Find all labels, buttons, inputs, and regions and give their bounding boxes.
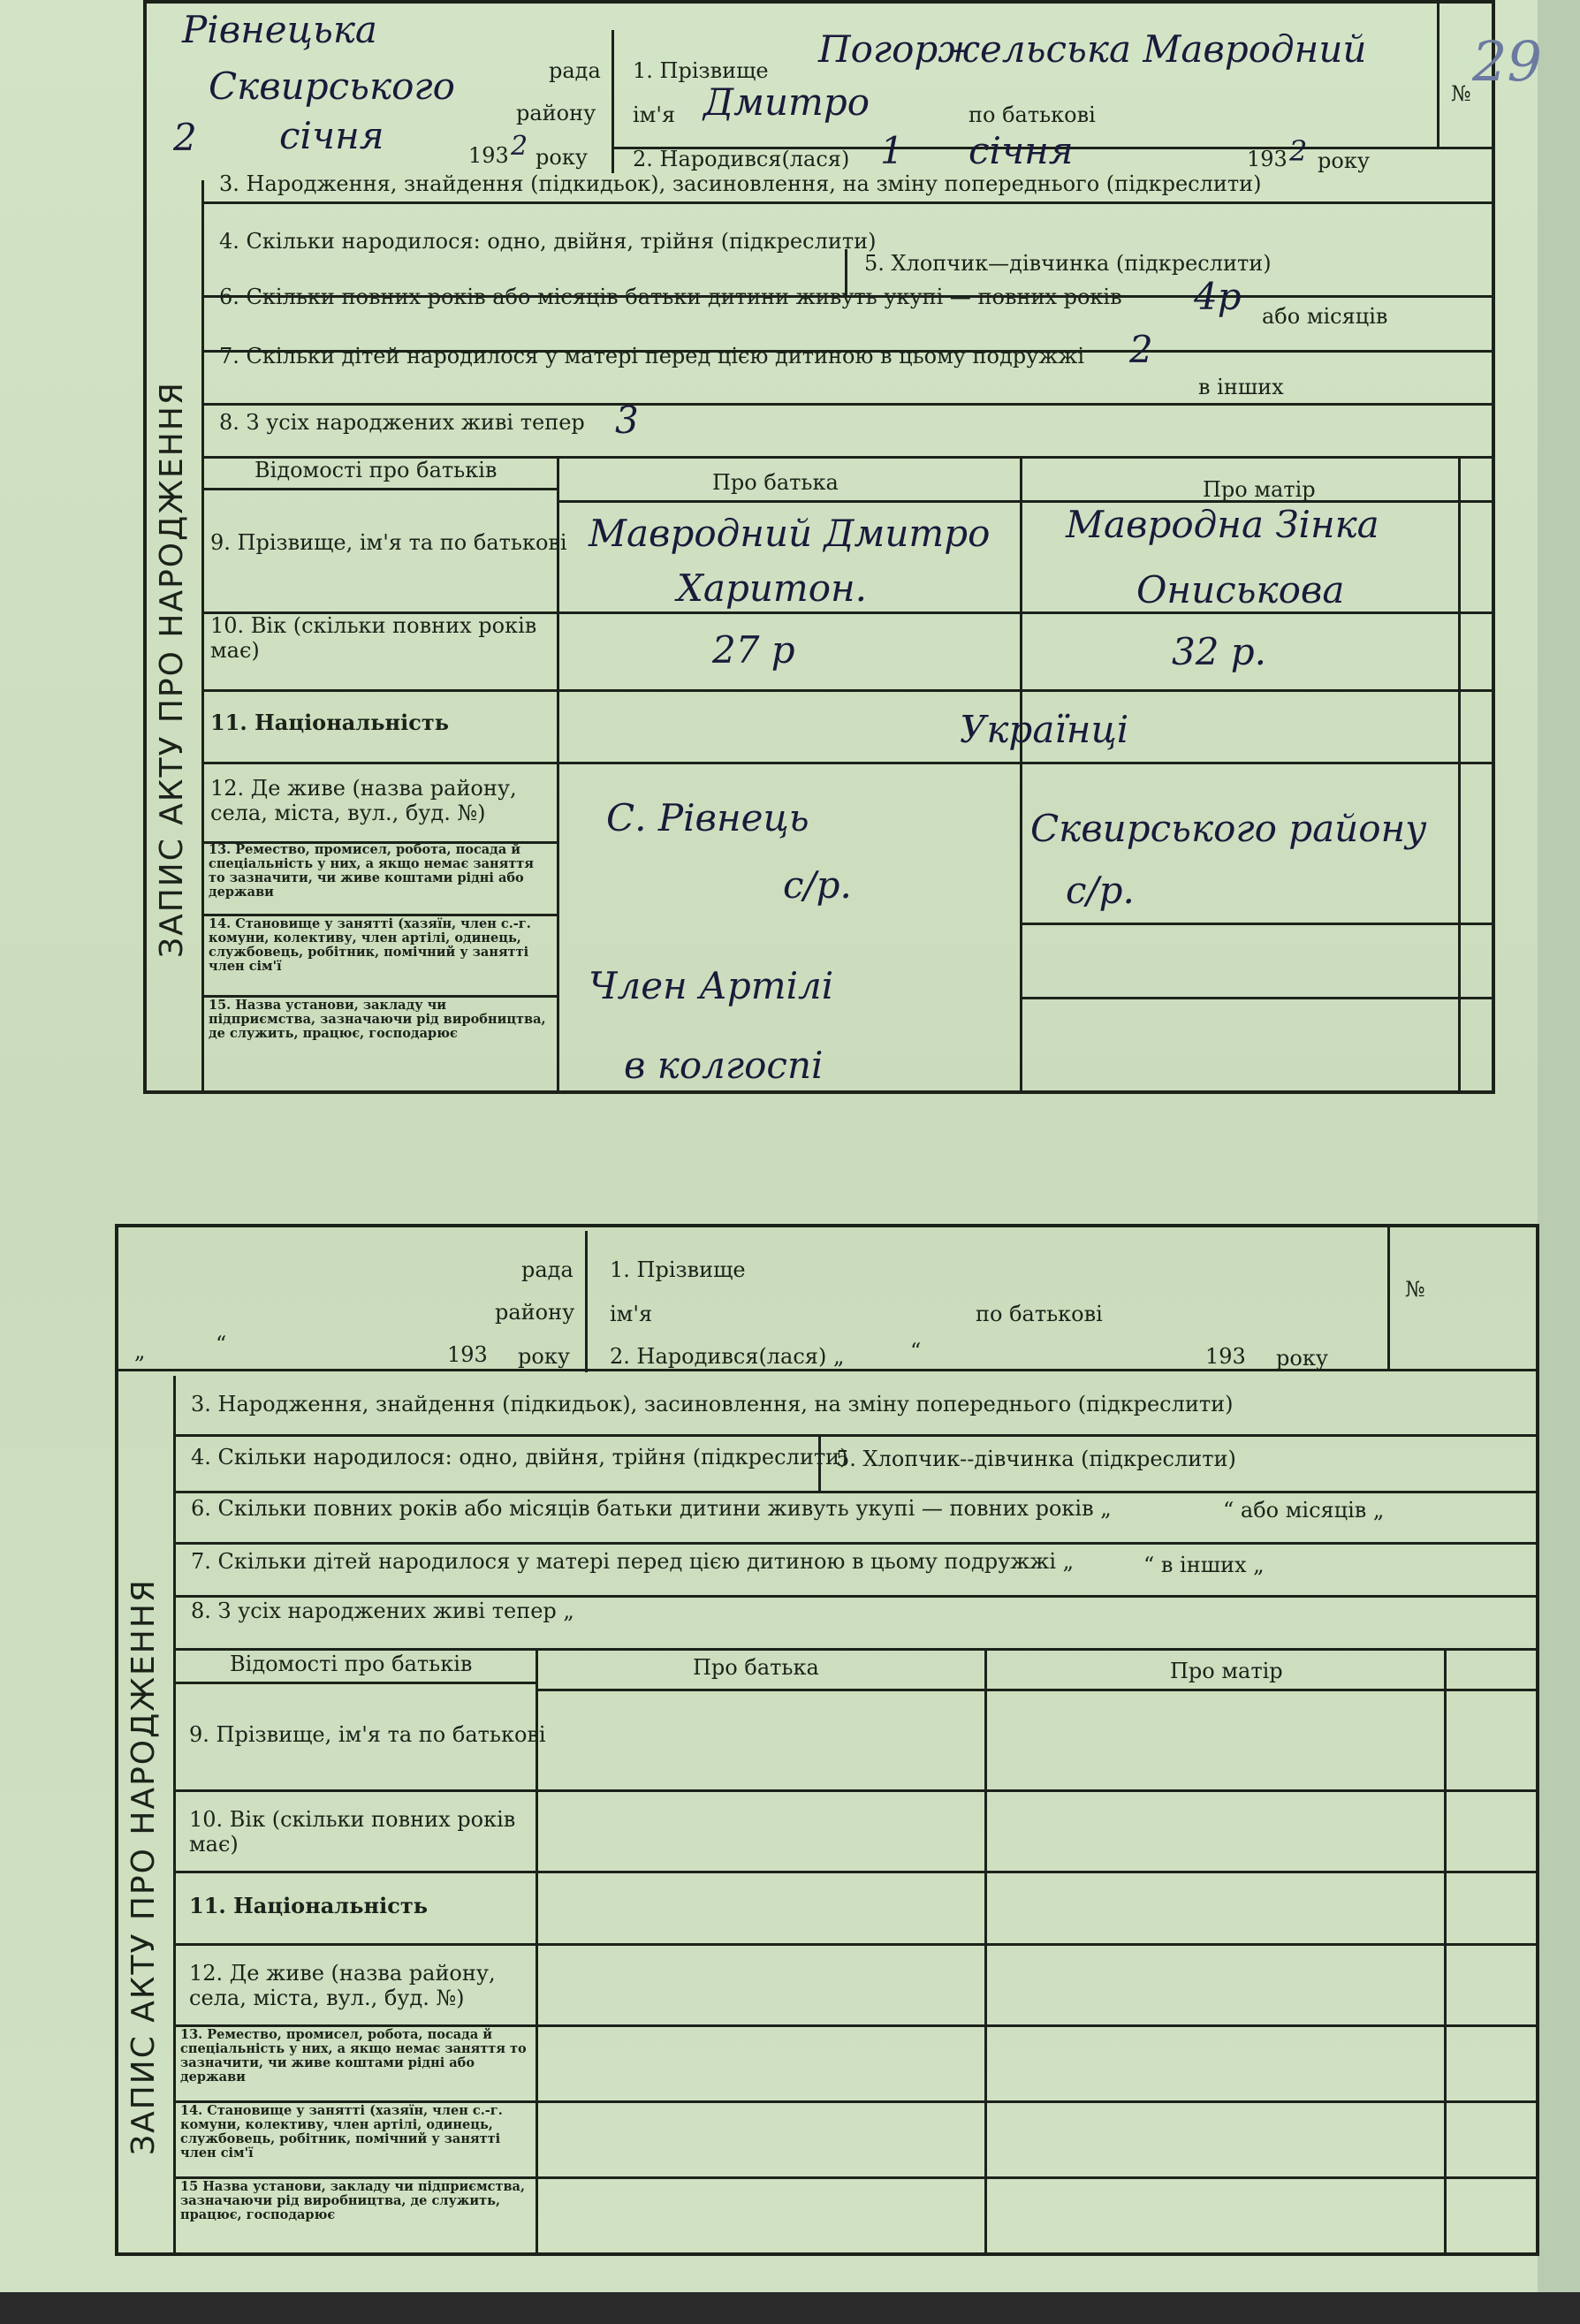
q12: 12. Де живе (назва району, села, міста, вул., буд. №) <box>210 776 517 825</box>
hw-born-year-digit: 2 <box>1289 134 1308 168</box>
q9: 9. Прізвище, ім'я та по батькові <box>210 530 567 555</box>
q12: 12. Де живе (назва району, села, міста, вул., буд. №) <box>189 1961 496 2010</box>
hw-father-name1: Мавродний Дмитро <box>589 512 991 555</box>
q6: 6. Скільки повних років або місяців батьки дитини живуть укупі — повних років <box>219 285 1122 309</box>
hw-day: 2 <box>173 116 197 159</box>
q8: 8. З усіх народжених живі тепер „ <box>191 1599 574 1623</box>
born-year-label: року <box>1276 1346 1328 1371</box>
patronymic-label: по батькові <box>969 103 1096 127</box>
q7-other: в інших <box>1198 375 1284 399</box>
hw-district: Сквирського <box>209 65 455 108</box>
q7: 7. Скільки дітей народилося у матері перед цією дитиною в цьому подружжі „ <box>191 1549 1075 1574</box>
q10: 10. Вік (скільки повних років має) <box>189 1807 516 1857</box>
hw-residence1: С. Рівнець <box>606 796 809 839</box>
q3: 3. Народження, знайдення (підкидьок), засиновлення, на зміну попереднього (підкреслити) <box>191 1392 1234 1416</box>
year-label: року <box>518 1344 570 1369</box>
hw-year-digit: 2 <box>511 131 528 162</box>
hw-surname: Погоржельська Мавродний <box>818 27 1367 71</box>
side-title: ЗАПИС АКТУ ПРО НАРОДЖЕННЯ <box>125 1578 162 2155</box>
year-suffix: 193 <box>447 1342 488 1367</box>
hw-q14: Член Артілі <box>589 964 834 1007</box>
mother-header: Про матір <box>1170 1659 1283 1683</box>
born-mid: “ <box>910 1339 922 1363</box>
father-header: Про батька <box>712 470 839 495</box>
hw-q15: в колгоспі <box>624 1044 824 1087</box>
hw-residence3: с/р. <box>783 863 852 907</box>
q14: 14. Становище у занятті (хазяїн, член с.-г. комуни, колективу, член артілі, одинець, службовець, робітник, помічний у занятті член сім'ї <box>209 916 531 974</box>
hw-mother-age: 32 р. <box>1172 630 1267 673</box>
year-prefix: „ <box>134 1339 146 1363</box>
birth-record-2 <box>115 1224 1539 2256</box>
q11: 11. Національність <box>210 710 449 735</box>
scan-border <box>0 2292 1580 2324</box>
q15: 15. Назва установи, закладу чи підприємства, зазначаючи рід виробництва, де служить, працює, господарює <box>209 998 546 1041</box>
number-label: № <box>1405 1277 1425 1302</box>
q3: 3. Народження, знайдення (підкидьок), засиновлення, на зміну попереднього (підкреслити) <box>219 171 1262 196</box>
q4: 4. Скільки народилося: одно, двійня, трійня (підкреслити) <box>219 229 877 254</box>
q9: 9. Прізвище, ім'я та по батькові <box>189 1722 546 1747</box>
hw-month: січня <box>279 114 384 157</box>
q6-months: “ або місяців „ <box>1223 1498 1385 1523</box>
q5: 5. Хлопчик--дівчинка (підкреслити) <box>836 1447 1236 1471</box>
q13: 13. Ремество, промисел, робота, посада й спеціальність у них, а якщо немає заняття то зазначити, чи живе коштами рідні або держави <box>180 2027 527 2085</box>
year-label: року <box>536 145 588 170</box>
surname-label: 1. Прізвище <box>633 58 769 83</box>
hw-council: Рівнецька <box>182 8 377 51</box>
hw-q7: 2 <box>1129 328 1153 371</box>
hw-born-day: 1 <box>880 129 904 172</box>
q7-other: “ в інших „ <box>1143 1553 1265 1577</box>
side-title: ЗАПИС АКТУ ПРО НАРОДЖЕННЯ <box>154 381 190 958</box>
father-header: Про батька <box>693 1655 819 1680</box>
birth-record-1 <box>143 0 1542 1094</box>
parents-header: Відомості про батьків <box>254 458 498 482</box>
year-mid: “ <box>216 1332 227 1356</box>
council-label: рада <box>549 58 601 83</box>
year-prefix: 193 <box>468 143 509 168</box>
page-edge <box>1538 0 1580 2324</box>
district-label: району <box>495 1300 575 1325</box>
hw-q8: 3 <box>615 399 639 442</box>
q4: 4. Скільки народилося: одно, двійня, трійня (підкреслити) <box>191 1445 848 1470</box>
name-label: ім'я <box>610 1302 653 1326</box>
hw-father-name2: Харитон. <box>677 566 868 610</box>
mother-header: Про матір <box>1203 477 1316 502</box>
council-label: рада <box>521 1257 574 1282</box>
q6: 6. Скільки повних років або місяців батьки дитини живуть укупі — повних років „ <box>191 1496 1112 1521</box>
q14: 14. Становище у занятті (хазяїн, член с.-г. комуни, колективу, член артілі, одинець, службовець, робітник, помічний у занятті член сім'ї <box>180 2103 503 2161</box>
hw-mother-name1: Мавродна Зінка <box>1066 503 1379 546</box>
born-year-label: року <box>1318 148 1370 173</box>
hw-q6: 4р <box>1194 275 1242 318</box>
parents-header: Відомості про батьків <box>230 1652 473 1676</box>
hw-father-age: 27 р <box>712 628 795 672</box>
hw-nationality: Українці <box>960 708 1129 751</box>
hw-mother-name2: Ониськова <box>1136 568 1345 611</box>
born-year: 193 <box>1247 147 1288 171</box>
hw-name: Дмитро <box>703 80 870 124</box>
q7: 7. Скільки дітей народилося у матері перед цією дитиною в цьому подружжі <box>219 344 1085 368</box>
hw-number: 29 <box>1472 29 1542 94</box>
hw-born-month: січня <box>969 129 1074 172</box>
q10: 10. Вік (скільки повних років має) <box>210 613 537 663</box>
q6-months: або місяців <box>1262 304 1388 329</box>
hw-residence4: с/р. <box>1066 869 1135 912</box>
q13: 13. Ремество, промисел, робота, посада й спеціальність у них, а якщо немає заняття то зазначити, чи живе коштами рідні або держави <box>209 842 535 900</box>
hw-residence2: Сквирського району <box>1030 807 1427 850</box>
q11: 11. Національність <box>189 1893 428 1918</box>
q8: 8. З усіх народжених живі тепер <box>219 410 585 435</box>
number-label: № <box>1451 81 1471 106</box>
patronymic-label: по батькові <box>976 1302 1103 1326</box>
born-label: 2. Народився(лася) „ <box>610 1344 845 1369</box>
name-label: ім'я <box>633 103 676 127</box>
q5: 5. Хлопчик—дівчинка (підкреслити) <box>864 251 1272 276</box>
q15: 15 Назва установи, закладу чи підприємства, зазначаючи рід виробництва, де служить, працює, господарює <box>180 2179 525 2222</box>
surname-label: 1. Прізвище <box>610 1257 746 1282</box>
born-year: 193 <box>1205 1344 1246 1369</box>
born-label: 2. Народився(лася) <box>633 147 850 171</box>
district-label: району <box>516 101 596 125</box>
